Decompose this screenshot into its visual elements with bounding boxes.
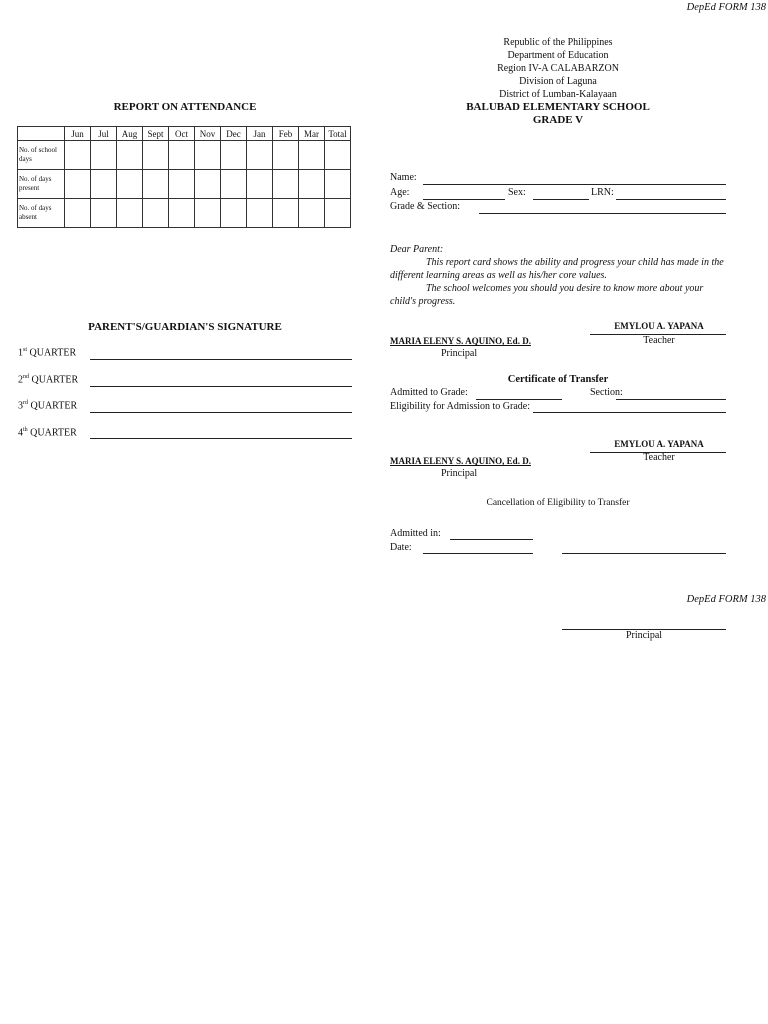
salutation: Dear Parent: [390,244,444,255]
month-header: Dec [221,127,247,141]
section-field[interactable] [616,399,726,400]
attendance-cell[interactable] [325,199,351,228]
attendance-cell[interactable] [91,170,117,199]
cancellation-signature-line[interactable] [562,553,726,554]
attendance-cell[interactable] [91,199,117,228]
month-header: Jan [247,127,273,141]
eligibility-label: Eligibility for Admission to Grade: [390,401,530,412]
letter-paragraph: The school welcomes you should you desire to know more about your child's progress. [390,283,704,307]
attendance-cell[interactable] [195,199,221,228]
attendance-table-wrap [17,126,351,228]
month-header: Aug [117,127,143,141]
attendance-cell[interactable] [221,199,247,228]
school-header [388,36,728,127]
attendance-title: REPORT ON ATTENDANCE [113,101,257,113]
principal-role-bottom: Principal [625,630,663,641]
sex-label: Sex: [508,187,526,198]
attendance-cell[interactable] [143,170,169,199]
principal-name: MARIA ELENY S. AQUINO, Ed. D. [390,456,531,466]
attendance-cell[interactable] [65,141,91,170]
signature-line[interactable] [90,386,352,387]
attendance-cell[interactable] [169,199,195,228]
date-field[interactable] [423,553,533,554]
month-header: Feb [273,127,299,141]
month-header: Jul [91,127,117,141]
principal-role: Principal [441,348,478,359]
quarter-label: 2nd QUARTER [18,374,79,386]
attendance-cell[interactable] [325,141,351,170]
signature-line[interactable] [90,412,352,413]
attendance-cell[interactable] [117,141,143,170]
form-label-top: DepEd FORM 138 [686,2,766,13]
header-line: Department of Education [507,50,609,61]
teacher-role: Teacher [643,335,675,346]
sex-field[interactable] [533,199,589,200]
attendance-cell[interactable] [143,141,169,170]
month-header: Mar [299,127,325,141]
dear-parent-letter [390,243,728,308]
attendance-cell[interactable] [273,141,299,170]
month-header: Jun [65,127,91,141]
principal-role: Principal [441,468,478,479]
lrn-label: LRN: [591,187,614,198]
admitted-in-label: Admitted in: [390,528,441,539]
attendance-cell[interactable] [325,170,351,199]
principal-name: MARIA ELENY S. AQUINO, Ed. D. [390,336,531,346]
age-label: Age: [390,187,410,198]
row-label: No. of school days [18,141,65,170]
attendance-cell[interactable] [247,170,273,199]
attendance-cell[interactable] [299,199,325,228]
header-line: Republic of the Philippines [503,37,613,48]
attendance-row [18,170,351,199]
name-label: Name: [390,172,417,183]
attendance-cell[interactable] [91,141,117,170]
month-header: Total [325,127,351,141]
month-header: Sept [143,127,169,141]
row-label: No. of days absent [18,199,65,228]
lrn-field[interactable] [616,199,726,200]
teacher-name: EMYLOU A. YAPANA [614,321,704,331]
teacher-name: EMYLOU A. YAPANA [614,439,704,449]
attendance-cell[interactable] [65,199,91,228]
teacher-role: Teacher [643,452,675,463]
attendance-cell[interactable] [195,170,221,199]
row-label: No. of days present [18,170,65,199]
attendance-cell[interactable] [299,170,325,199]
attendance-header-row [18,127,351,141]
date-label: Date: [390,542,412,553]
admitted-in-field[interactable] [450,539,533,540]
signature-line[interactable] [90,359,352,360]
attendance-cell[interactable] [299,141,325,170]
attendance-cell[interactable] [247,141,273,170]
attendance-cell[interactable] [221,141,247,170]
grade-section-field[interactable] [479,213,726,214]
header-line: Division of Laguna [519,76,597,87]
attendance-cell[interactable] [117,199,143,228]
attendance-cell[interactable] [221,170,247,199]
age-field[interactable] [423,199,505,200]
letter-paragraph: This report card shows the ability and progress your child has made in the different learning areas as well as his/her core values. [390,257,724,281]
attendance-cell[interactable] [195,141,221,170]
attendance-row [18,141,351,170]
quarter-label: 1st QUARTER [18,347,77,359]
attendance-cell[interactable] [273,170,299,199]
month-header: Oct [169,127,195,141]
attendance-cell[interactable] [273,199,299,228]
month-header: Nov [195,127,221,141]
cancellation-title: Cancellation of Eligibility to Transfer [486,498,630,508]
attendance-cell[interactable] [169,141,195,170]
form-label-bottom: DepEd FORM 138 [686,594,766,605]
attendance-row [18,199,351,228]
attendance-cell[interactable] [169,170,195,199]
grade-section-label: Grade & Section: [390,201,460,212]
header-line: Region IV-A CALABARZON [497,63,619,74]
signature-line[interactable] [90,438,352,439]
quarter-label: 4th QUARTER [18,427,77,439]
attendance-cell[interactable] [247,199,273,228]
section-label: Section: [590,387,623,398]
grade-level: GRADE V [532,114,584,126]
attendance-cell[interactable] [143,199,169,228]
quarter-label: 3rd QUARTER [18,400,78,412]
name-field[interactable] [423,184,726,185]
attendance-cell[interactable] [117,170,143,199]
admitted-grade-label: Admitted to Grade: [390,387,468,398]
admitted-grade-field[interactable] [476,399,562,400]
transfer-title: Certificate of Transfer [507,374,609,385]
attendance-table [17,126,351,228]
corner-cell [18,127,65,141]
parent-signature-title: PARENT'S/GUARDIAN'S SIGNATURE [88,321,282,333]
attendance-cell[interactable] [65,170,91,199]
header-line: District of Lumban-Kalayaan [499,89,617,100]
eligibility-field[interactable] [533,412,726,413]
school-name: BALUBAD ELEMENTARY SCHOOL [466,101,650,113]
